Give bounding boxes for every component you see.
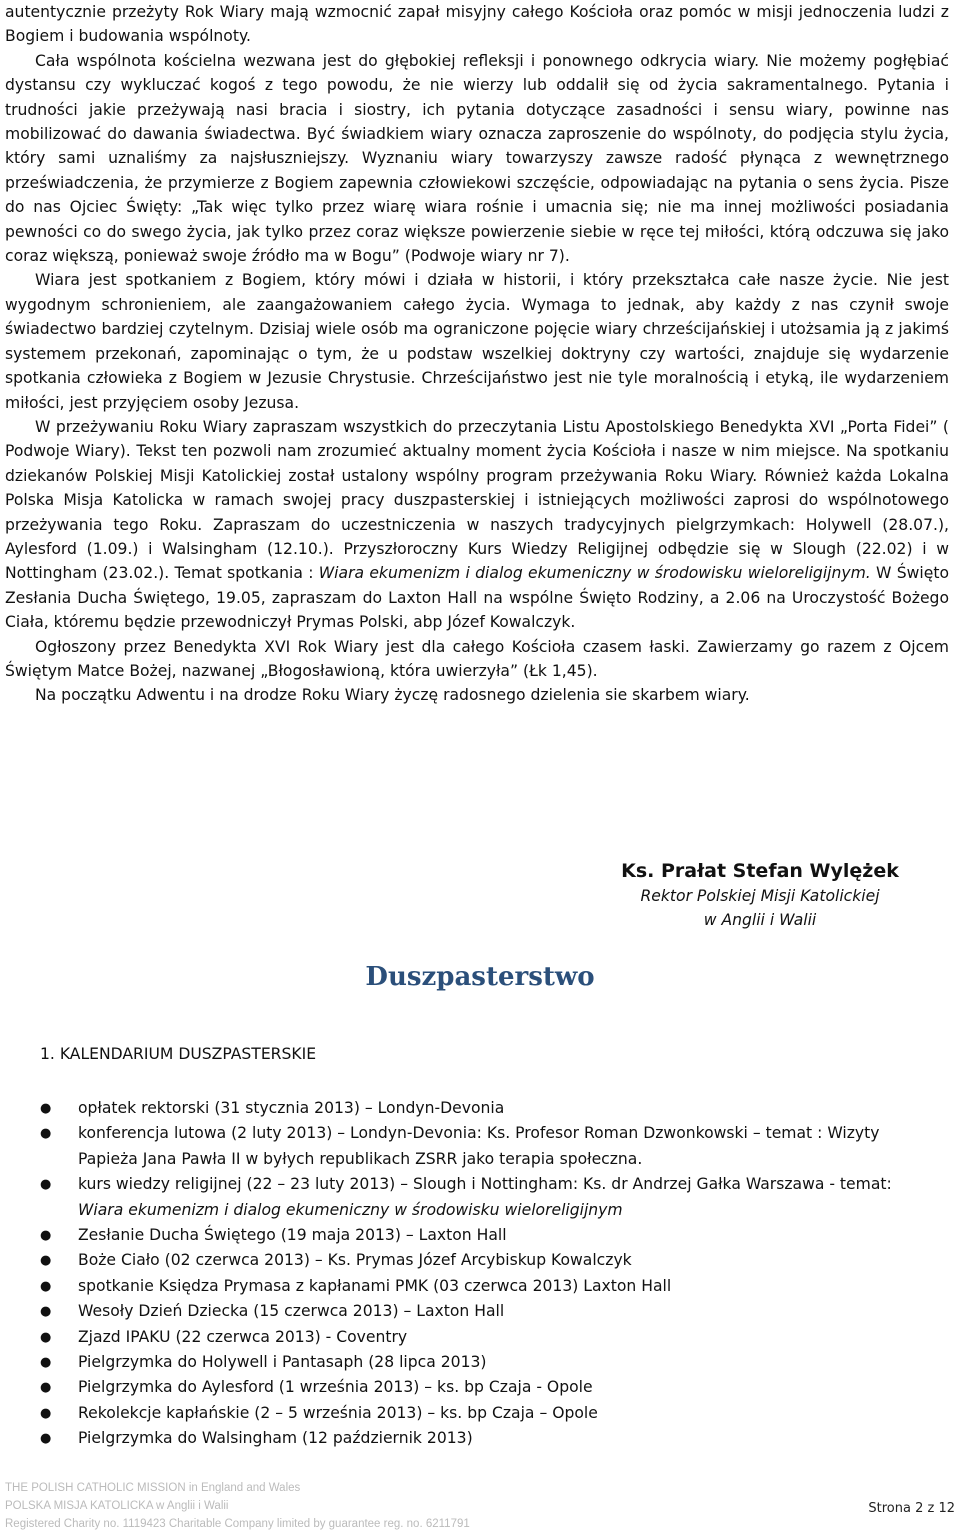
bullet-icon: ● — [40, 1278, 52, 1294]
bullet-icon: ● — [40, 1177, 52, 1193]
text-run: W przeżywaniu Roku Wiary zapraszam wszystkich do przeczytania Listu Apostolskiego Benedykta XVI „Porta Fidei” ( Podwoje Wiary). Tekst ten pozwoli nam zrozumieć aktualny moment życia Kościoła i nasze w nim miejsce. Na spotkaniu dziekanów Polskiej Misji Katolickiej został ustalony wspólny program przeżywania Roku Wiary. Również każda Lokalna Polska Misja Katolicka w ramach swojej pracy duszpasterskiej i istniejących możliwości zaprosi do wspólnotowego przeżywania tego Roku. Zapraszam do uczestniczenia w naszych tradycyjnych pielgrzymkach: Holywell (28.07.), Aylesford (1.09.) i Walsingham (12.10.). Przyszłoroczny Kurs Wiedzy Religijnej odbędzie się w Slough (22.02) i w Nottingham (23.02.). Temat spotkania : — [5, 417, 949, 583]
bullet-icon: ● — [40, 1431, 52, 1447]
calendar-item — [40, 1223, 920, 1248]
letter-paragraph — [5, 635, 949, 684]
bullet-icon: ● — [40, 1329, 52, 1345]
text-run: Pielgrzymka do Holywell i Pantasaph (28 lipca 2013) — [78, 1353, 487, 1372]
text-run: Zjazd IPAKU (22 czerwca 2013) - Coventry — [78, 1327, 408, 1346]
bullet-icon: ● — [40, 1101, 52, 1116]
text-run: opłatek rektorski (31 stycznia 2013) – Londyn-Devonia — [78, 1099, 505, 1117]
calendar-item — [40, 1096, 920, 1121]
footer-line: Registered Charity no. 1119423 Charitable Company limited by guarantee reg. no. 6211791 — [5, 1518, 470, 1530]
calendar-item — [40, 1172, 920, 1223]
bullet-icon: ● — [40, 1405, 52, 1421]
text-run: Boże Ciało (02 czerwca 2013) – Ks. Prymas Józef Arcybiskup Kowalczyk — [78, 1251, 632, 1270]
bullet-icon: ● — [40, 1355, 52, 1371]
signature-role-region: w Anglii i Walii — [703, 911, 817, 929]
text-run: konferencja lutowa (2 luty 2013) – Londyn-Devonia: Ks. Profesor Roman Dzwonkowski – temat : Wizyty Papieża Jana Pawła II w byłych republikach ZSRR jako terapia społeczna. — [78, 1124, 880, 1168]
letter-paragraph — [5, 49, 949, 269]
letter-paragraph — [5, 268, 949, 414]
letter-body — [5, 0, 949, 708]
footer-line: THE POLISH CATHOLIC MISSION in England and Wales — [5, 1482, 301, 1494]
page-total: 12 — [938, 1501, 955, 1516]
calendar-item — [40, 1401, 920, 1426]
letter-paragraph — [5, 415, 949, 635]
calendar-item — [40, 1375, 920, 1400]
bullet-icon: ● — [40, 1304, 52, 1320]
text-run: Wiara jest spotkaniem z Bogiem, który mówi i działa w historii, i który przekształca całe nasze życie. Nie jest wygodnym schronieniem, ale zaangażowaniem całego życia. Wymaga to jednak, aby każdy z nas czynił swoje świadectwo bardziej czytelnym. Dzisiaj wiele osób ma ograniczone pojęcie wiary chrześcijańskiej i utożsamia ją z jakimś systemem przekonań, zapominając o tym, że u podstaw wszelkiej doktryny czy wartości, znajduje się wydarzenie spotkania człowieka z Bogiem w Jezusie Chrystusie. Chrześcijaństwo jest nie tyle moralnością i etyką, ile wydarzeniem miłości, jest przyjęciem osoby Jezusa. — [5, 271, 949, 412]
italic-text: Wiara ekumenizm i dialog ekumeniczny w środowisku wieloreligijnym. — [318, 564, 871, 583]
text-run: Pielgrzymka do Walsingham (12 październik 2013) — [78, 1429, 473, 1448]
calendar-item — [40, 1274, 920, 1299]
bullet-icon: ● — [40, 1126, 52, 1142]
signature-block — [610, 858, 910, 932]
calendar-item — [40, 1299, 920, 1324]
page-number: 2 — [915, 1501, 924, 1516]
page-label: Strona — [868, 1501, 911, 1516]
calendar-heading: 1. KALENDARIUM DUSZPASTERSKIE — [40, 1045, 317, 1063]
footer-organization — [5, 1479, 470, 1533]
calendar-item — [40, 1426, 920, 1451]
text-run: Cała wspólnota kościelna wezwana jest do głębokiej refleksji i ponownego odkrycia wiary. Nie możemy pogłębiać dystansu czy wykluczać kogoś z tego powodu, że nie wierzy lub oddalił się od życia sakramentalnego. Pytania i trudności jakie przeżywają nasi bracia i siostry, ich pytania dotyczące zasadności i sensu wiary, powinne nas mobilizować do dawania świadectwa. Być świadkiem wiary oznacza zaproszenie do wspólnoty, do podjęcia stylu życia, który sami uznaliśmy za najsłuszniejszy. Wyznaniu wiary towarzyszy zawsze radość płynąca z wewnętrznego przeświadczenia, że przymierze z Bogiem zapewnia człowiekowi szczęście, odpowiadając na pytania o sens życia. Pisze do nas Ojciec Święty: „Tak więc tylko przez wiarę wiara rośnie i umacnia się; nie ma innej możliwości posiadania pewności co do swego życia, jak tylko przez coraz większe powierzenie siebie w ręce tej miłości, którą odczuwa się jako coraz większą, ponieważ swoje źródło ma w Bogu” (Podwoje wiary nr 7). — [5, 51, 949, 266]
text-run: Rekolekcje kapłańskie (2 – 5 września 2013) – ks. bp Czaja – Opole — [78, 1403, 598, 1422]
text-run: Na początku Adwentu i na drodze Roku Wiary życzę radosnego dzielenia sie skarbem wiary. — [35, 686, 750, 705]
calendar-item — [40, 1248, 920, 1273]
letter-paragraph — [5, 683, 949, 707]
bullet-icon: ● — [40, 1380, 52, 1396]
bullet-icon: ● — [40, 1228, 52, 1244]
text-run: Zesłanie Ducha Świętego (19 maja 2013) – Laxton Hall — [78, 1226, 507, 1245]
page-separator: z — [927, 1501, 935, 1516]
bullet-icon: ● — [40, 1253, 52, 1269]
calendar-item — [40, 1350, 920, 1375]
footer-line: POLSKA MISJA KATOLICKA w Anglii i Walii — [5, 1500, 229, 1512]
calendar-list — [40, 1096, 920, 1452]
text-run: kurs wiedzy religijnej (22 – 23 luty 2013) – Slough i Nottingham: Ks. dr Andrzej Gałka Warszawa - temat: — [78, 1175, 892, 1194]
italic-text: Wiara ekumenizm i dialog ekumeniczny w środowisku wieloreligijnym — [78, 1200, 623, 1219]
text-run: spotkanie Księdza Prymasa z kapłanami PMK (03 czerwca 2013) Laxton Hall — [78, 1276, 672, 1295]
page-indicator — [868, 1501, 955, 1516]
text-run: Wesoły Dzień Dziecka (15 czerwca 2013) – Laxton Hall — [78, 1302, 505, 1321]
text-run: autentycznie przeżyty Rok Wiary mają wzmocnić zapał misyjny całego Kościoła oraz pomóc w misji jednoczenia ludzi z Bogiem i budowania wspólnoty. — [5, 3, 949, 46]
letter-paragraph — [5, 0, 949, 49]
calendar-item — [40, 1121, 920, 1172]
signature-name: Ks. Prałat Stefan Wylężek — [621, 860, 899, 882]
text-run: Ogłoszony przez Benedykta XVI Rok Wiary jest dla całego Kościoła czasem łaski. Zawierzamy go razem z Ojcem Świętym Matce Bożej, nazwanej „Błogosławioną, która uwierzyła” (Łk 1,45). — [5, 637, 949, 680]
text-run: W Święto Zesłania Ducha Świętego, 19.05, zapraszam do Laxton Hall na wspólne Święto Rodziny, a 2.06 na Uroczystość Bożego Ciała, któremu będzie przewodniczył Prymas Polski, abp Józef Kowalczyk. — [5, 564, 950, 632]
calendar-item — [40, 1325, 920, 1350]
text-run: Pielgrzymka do Aylesford (1 września 2013) – ks. bp Czaja - Opole — [78, 1378, 593, 1397]
signature-role: Rektor Polskiej Misji Katolickiej — [640, 887, 880, 905]
section-title: Duszpasterstwo — [365, 962, 595, 992]
